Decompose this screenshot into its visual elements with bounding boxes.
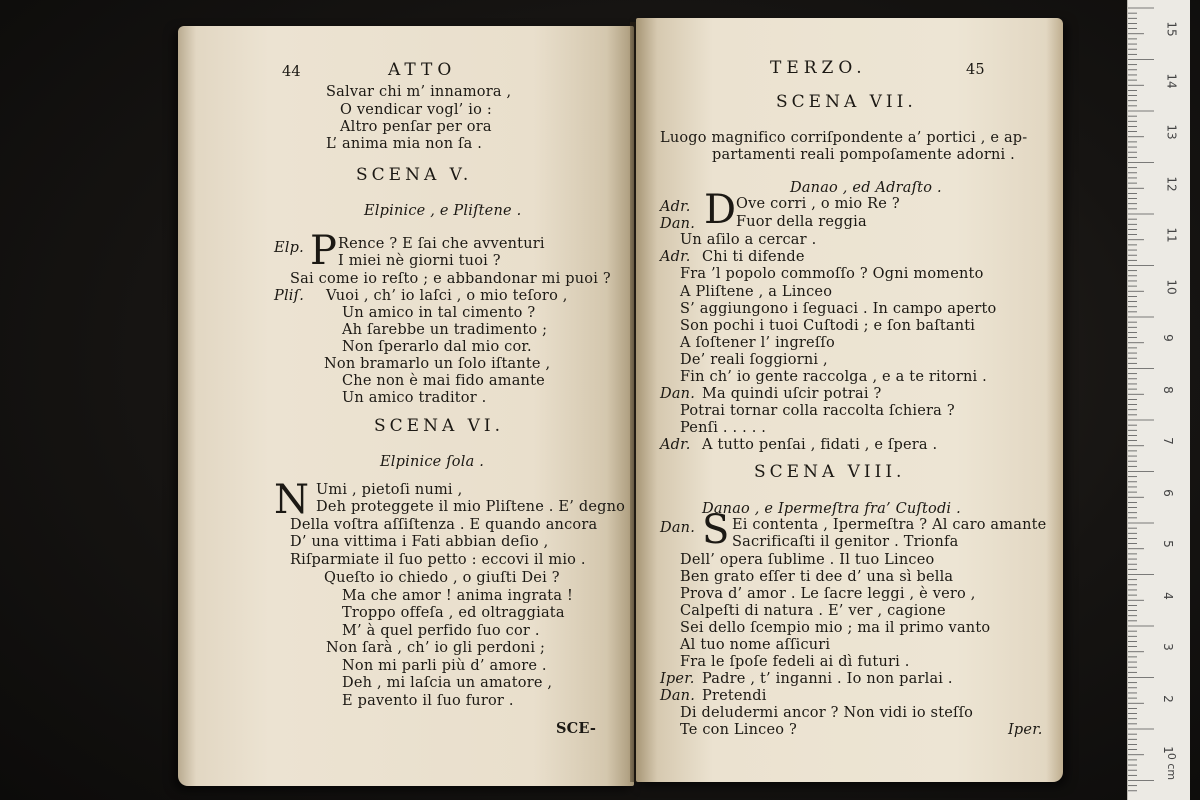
right-page [636, 18, 1063, 782]
verse-line: Rence ? E ſai che avventuri [338, 236, 545, 252]
speaker: Iper. [660, 671, 695, 687]
verse-line: Penſi . . . . . [680, 420, 767, 436]
ruler-number: 5 [1160, 540, 1175, 548]
verse-line: Ove corri , o mio Re ? [736, 196, 900, 212]
scene-characters: Elpinice ſola . [380, 454, 485, 470]
page-number: 45 [966, 62, 985, 78]
drop-cap: N [274, 477, 309, 523]
verse-line: Della voſtra aſſiſtenza . E quando ancora [290, 517, 598, 533]
scene-title: SCENA VIII. [754, 462, 906, 482]
ruler-number: 7 [1160, 437, 1175, 445]
verse-line: D’ una vittima i Fati abbian deſio , [290, 534, 549, 550]
verse-line: Non ſperarlo dal mio cor. [342, 339, 532, 355]
verse-line: Un aſilo a cercar . [680, 232, 817, 248]
verse-line: Ah ſarebbe un tradimento ; [342, 322, 548, 338]
ruler-unit: 0 cm [1165, 752, 1179, 781]
verse-line: Al tuo nome aſſicuri [680, 637, 831, 653]
verse-line: Ma quindi uſcir potrai ? [702, 386, 882, 402]
ruler-ticks [1128, 0, 1190, 800]
catchword: Iper. [1008, 722, 1043, 738]
ruler-number: 8 [1160, 385, 1175, 394]
scene-title: SCENA VI. [374, 416, 505, 436]
verse-line: Queſto io chiedo , o giuſti Dei ? [324, 570, 560, 586]
verse-line: A ſoſtener l’ ingreſſo [680, 335, 835, 351]
ruler-number: 4 [1160, 591, 1175, 600]
ruler-number: 15 [1164, 21, 1179, 37]
verse-line: Sei dello ſcempio mio ; ma il primo vanto [680, 620, 991, 636]
ruler-number: 1 [1160, 746, 1175, 754]
speaker: Dan. [660, 520, 696, 536]
speaker: Elp. [274, 240, 304, 256]
verse-line: Altro penſar per ora [340, 119, 492, 135]
verse-line: Padre , t’ inganni . Io non parlai . [702, 671, 953, 687]
verse-line: Fra le ſpoſe fedeli ai dì futuri . [680, 654, 910, 670]
verse-line: Salvar chi m’ innamora , [326, 84, 512, 100]
verse-line: I miei nè giorni tuoi ? [338, 253, 501, 269]
stage-direction: partamenti reali pompoſamente adorni . [712, 147, 1015, 163]
drop-cap: D [704, 187, 737, 233]
verse-line: Deh proteggete il mio Pliſtene . E’ degno [316, 499, 626, 515]
ruler-number: 14 [1164, 72, 1179, 89]
verse-line: S’ aggiungono i ſeguaci . In campo aperto [680, 301, 997, 317]
catchword: SCE- [556, 720, 597, 737]
verse-line: Potrai tornar colla raccolta ſchiera ? [680, 403, 955, 419]
verse-line: Un amico traditor . [342, 390, 487, 406]
verse-line: Non bramarlo un ſolo iſtante , [324, 356, 551, 372]
verse-line: Troppo offeſa , ed oltraggiata [342, 605, 565, 621]
ruler-number: 9 [1160, 334, 1175, 342]
ruler-number: 11 [1164, 227, 1179, 243]
ruler-number: 10 [1164, 278, 1179, 295]
speaker: Pliſ. [274, 288, 305, 304]
verse-line: Te con Linceo ? [680, 722, 797, 738]
speaker: Adr. [660, 199, 691, 215]
drop-cap: P [310, 228, 337, 274]
verse-line: A tutto penſai , fidati , e ſpera . [702, 437, 938, 453]
verse-line: Calpeſti di natura . E’ ver , cagione [680, 603, 946, 619]
verse-line: E pavento il ſuo furor . [342, 693, 514, 709]
speaker: Dan. [660, 386, 696, 402]
stage-direction: Luogo magnifico corriſpondente a’ portici , e ap- [660, 130, 1028, 146]
ruler-number: 6 [1160, 488, 1175, 497]
verse-line: M’ à quel perfido ſuo cor . [342, 623, 540, 639]
verse-line: Chi ti difende [702, 249, 805, 265]
verse-line: Ma che amor ! anima ingrata ! [342, 588, 574, 604]
scene-title: SCENA V. [356, 165, 473, 185]
page-number: 44 [282, 64, 301, 80]
verse-line: Umi , pietoſi numi , [316, 482, 463, 498]
running-head: ATTO [388, 60, 457, 80]
verse-line: Di deludermi ancor ? Non vidi io steſſo [680, 705, 974, 721]
running-head: TERZO. [770, 58, 867, 78]
verse-line: Fin ch’ io gente raccolga , e a te ritorni . [680, 369, 987, 385]
verse-line: Sacrificaſti il genitor . Trionfa [732, 534, 959, 550]
verse-line: L’ anima mia non ſa . [326, 136, 483, 152]
verse-line: Non ſarà , ch’ io gli perdoni ; [326, 640, 546, 656]
ruler-number: 13 [1164, 124, 1179, 140]
verse-line: Dell’ opera ſublime . Il tuo Linceo [680, 552, 935, 568]
scene-title: SCENA VII. [776, 92, 917, 112]
verse-line: O vendicar vogl’ io : [340, 102, 492, 118]
scene-characters: Elpinice , e Pliſtene . [364, 203, 522, 219]
scene-characters: Danao , e Ipermeſtra fra’ Cuſtodi . [702, 501, 961, 517]
verse-line: Ei contenta , Ipermeſtra ? Al caro amante [732, 517, 1047, 533]
speaker: Dan. [660, 216, 696, 232]
speaker: Adr. [660, 249, 691, 265]
open-book [178, 14, 1063, 786]
verse-line: Non mi parli più d’ amore . [342, 658, 547, 674]
ruler-number: 3 [1160, 643, 1175, 651]
verse-line: Son pochi i tuoi Cuſtodi ; e ſon baſtanti [680, 318, 976, 334]
verse-line: Che non è mai fido amante [342, 373, 545, 389]
verse-line: Pretendi [702, 688, 767, 704]
ruler-number: 12 [1164, 175, 1179, 192]
verse-line: Fuor della reggia [736, 214, 867, 230]
measurement-ruler [1127, 0, 1190, 800]
scene-characters: Danao , ed Adraſto . [790, 180, 942, 196]
verse-line: Sai come io reſto ; e abbandonar mi puoi ? [290, 271, 611, 287]
verse-line: Fra ’l popolo commoſſo ? Ogni momento [680, 266, 984, 282]
left-page [178, 26, 634, 786]
drop-cap: S [702, 507, 730, 553]
verse-line: Riſparmiate il ſuo petto : eccovi il mio . [290, 552, 586, 568]
speaker: Dan. [660, 688, 696, 704]
ruler-number: 2 [1160, 694, 1175, 703]
verse-line: Un amico in tal cimento ? [342, 305, 536, 321]
verse-line: Vuoi , ch’ io laſci , o mio teſoro , [326, 288, 568, 304]
speaker: Adr. [660, 437, 691, 453]
verse-line: Deh , mi laſcia un amatore , [342, 675, 553, 691]
verse-line: De’ reali ſoggiorni , [680, 352, 828, 368]
verse-line: A Pliſtene , a Linceo [680, 284, 833, 300]
verse-line: Prova d’ amor . Le ſacre leggi , è vero , [680, 586, 976, 602]
verse-line: Ben grato eſſer ti dee d’ una sì bella [680, 569, 954, 585]
